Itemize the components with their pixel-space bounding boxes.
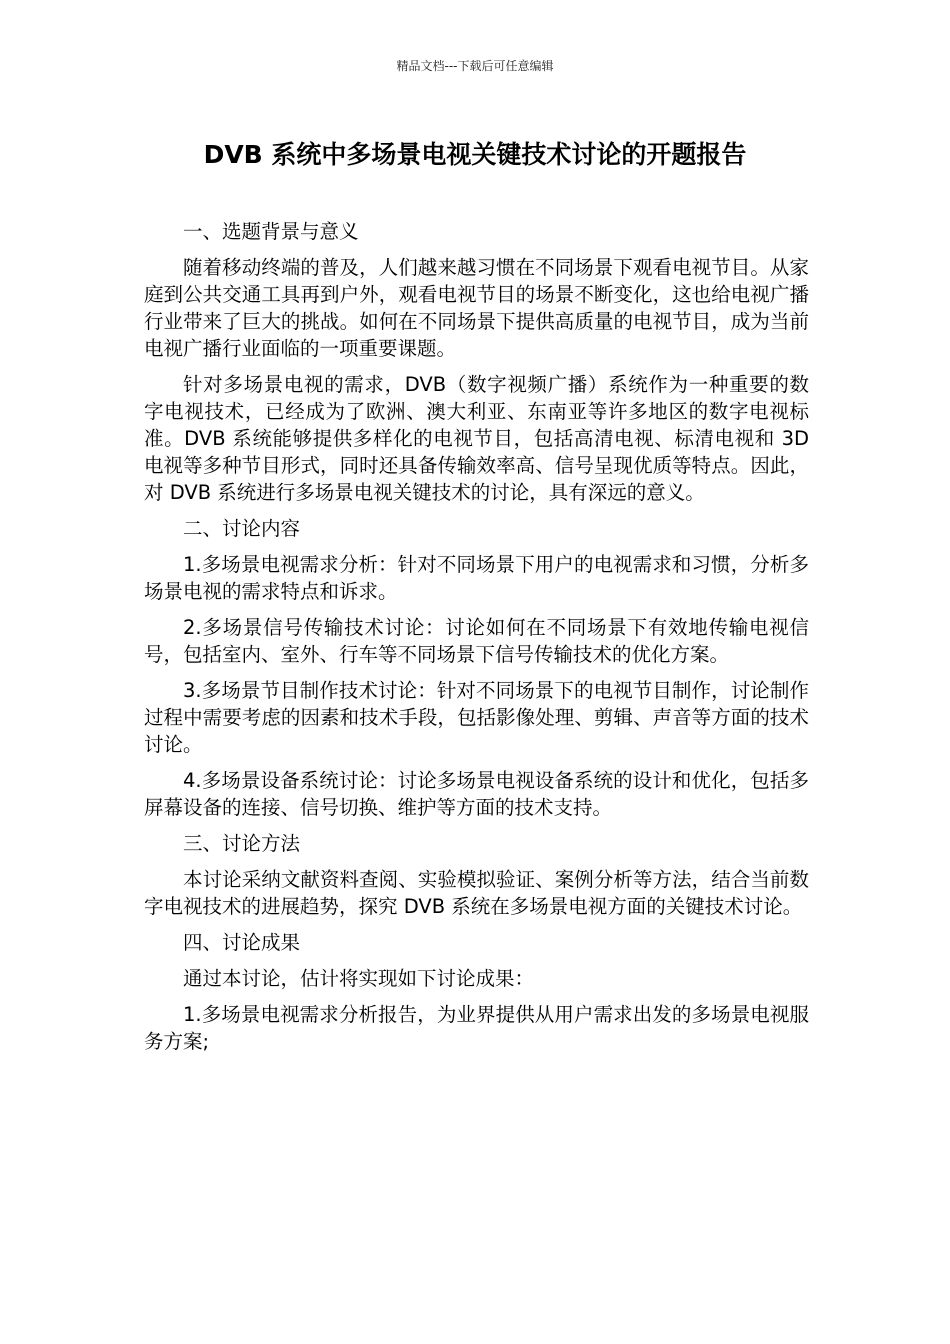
paragraph-content-2: 2.多场景信号传输技术讨论：讨论如何在不同场景下有效地传输电视信号，包括室内、室外、行车等不同场景下信号传输技术的优化方案。 xyxy=(144,616,809,666)
section-heading-background: 一、选题背景与意义 xyxy=(183,220,359,243)
header-note: 精品文档---下载后可任意编辑 xyxy=(396,59,554,73)
paragraph-method-1: 本讨论采纳文献资料查阅、实验模拟验证、案例分析等方法，结合当前数字电视技术的进展趋势，探究 DVB 系统在多场景电视方面的关键技术讨论。 xyxy=(144,868,809,918)
paragraph-results-1: 通过本讨论，估计将实现如下讨论成果： xyxy=(183,967,535,990)
section-heading-method: 三、讨论方法 xyxy=(183,832,301,855)
document-body xyxy=(144,218,809,1064)
paragraph-content-3: 3.多场景节目制作技术讨论：针对不同场景下的电视节目制作，讨论制作过程中需要考虑的因素和技术手段，包括影像处理、剪辑、声音等方面的技术讨论。 xyxy=(144,679,809,756)
paragraph-content-1: 1.多场景电视需求分析：针对不同场景下用户的电视需求和习惯，分析多场景电视的需求特点和诉求。 xyxy=(144,553,809,603)
paragraph-content-4: 4.多场景设备系统讨论：讨论多场景电视设备系统的设计和优化，包括多屏幕设备的连接、信号切换、维护等方面的技术支持。 xyxy=(144,769,809,819)
paragraph-background-1: 随着移动终端的普及，人们越来越习惯在不同场景下观看电视节目。从家庭到公共交通工具再到户外，观看电视节目的场景不断变化，这也给电视广播行业带来了巨大的挑战。如何在不同场景下提供高质量的电视节目，成为当前电视广播行业面临的一项重要课题。 xyxy=(144,256,809,360)
paragraph-background-2: 针对多场景电视的需求，DVB（数字视频广播）系统作为一种重要的数字电视技术，已经成为了欧洲、澳大利亚、东南亚等许多地区的数字电视标准。DVB 系统能够提供多样化的电视节目，包括高清电视、标清电视和 3D 电视等多种节目形式，同时还具备传输效率高、信号呈现优质等特点。因此，对 DVB 系统进行多场景电视关键技术的讨论，具有深远的意义。 xyxy=(144,373,809,504)
section-heading-results: 四、讨论成果 xyxy=(183,931,301,954)
paragraph-results-2: 1.多场景电视需求分析报告，为业界提供从用户需求出发的多场景电视服务方案; xyxy=(144,1003,809,1053)
document-title: DVB 系统中多场景电视关键技术讨论的开题报告 xyxy=(203,140,747,169)
section-heading-content: 二、讨论内容 xyxy=(183,517,301,540)
